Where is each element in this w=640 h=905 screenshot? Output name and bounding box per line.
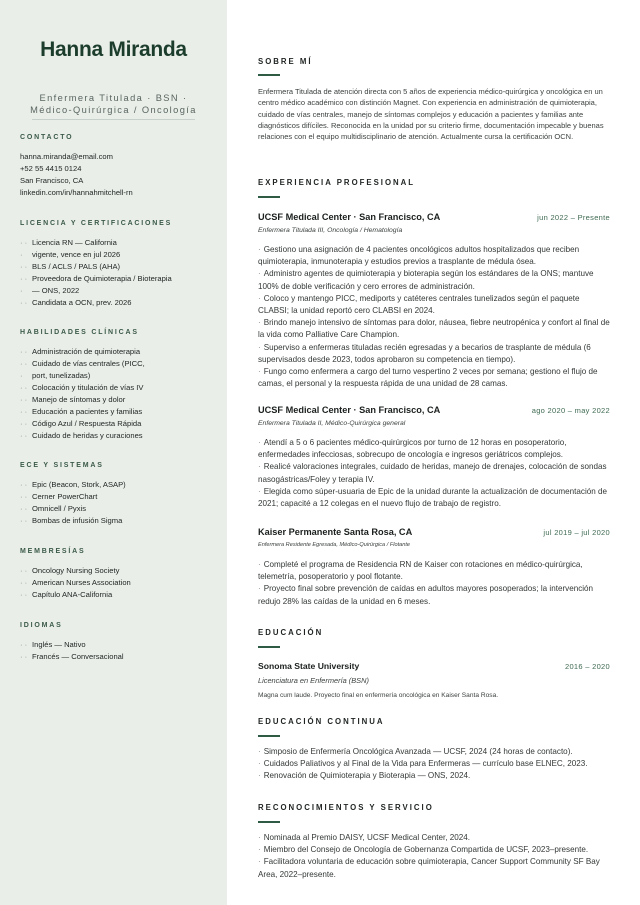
list-item-text: — ONS, 2022 xyxy=(32,286,80,295)
bullet-icon: · · xyxy=(20,238,28,247)
bullet-icon: · · xyxy=(20,274,28,283)
bullet-item xyxy=(258,486,610,510)
education-note: Magna cum laude. Proyecto final en enfermería oncológica en Kaiser Santa Rosa. xyxy=(258,692,499,699)
memberships-section xyxy=(20,548,215,601)
continuing-heading: EDUCACIÓN CONTINUA xyxy=(258,717,385,726)
bullet-icon: · xyxy=(258,367,261,377)
job-2-bullets xyxy=(258,437,610,510)
list-item-text: American Nurses Association xyxy=(32,578,131,587)
job-3-bullets xyxy=(258,559,610,608)
list-item xyxy=(20,382,215,394)
bullet-icon: · xyxy=(20,371,23,380)
list-item-text: Proveedora de Quimioterapia / Bioterapia xyxy=(32,274,172,283)
bullet-item xyxy=(258,317,610,341)
list-item-text: Administración de quimioterapia xyxy=(32,347,141,356)
bullet-item xyxy=(258,437,610,461)
bullet-text: Superviso a enfermeras tituladas recién egresadas y a becarios de trasplante de médula (6 supervisados desde 2023, todos aprobaron su competencia en tiempo). xyxy=(258,342,591,364)
list-item-text: Código Azul / Respuesta Rápida xyxy=(32,419,142,428)
bullet-item xyxy=(258,844,610,856)
bullet-text: Coloco y mantengo PICC, mediports y catéteres centrales tunelizados según el paquete CLABSI; la unidad reportó cero CLABSI en 2024. xyxy=(258,293,580,316)
bullet-item xyxy=(258,342,610,366)
bullet-item xyxy=(258,293,610,317)
bullet-text: Fungo como enfermera a cargo del turno vespertino 2 veces por semana; gestiono el flujo de camas, el personal y la respuesta rápida de una unidad de 28 camas. xyxy=(258,367,598,389)
bullet-text: Brindo manejo intensivo de síntomas para dolor, náusea, fiebre neutropénica y confort al final de la vida como Palliative Care Champion. xyxy=(258,318,610,340)
list-item-text: Educación a pacientes y familias xyxy=(32,407,143,416)
contact-email[interactable]: hanna.miranda@email.com xyxy=(20,152,113,161)
list-item xyxy=(20,261,215,273)
skills-heading: HABILIDADES CLÍNICAS xyxy=(20,329,139,336)
bullet-item xyxy=(258,583,610,607)
bullet-item xyxy=(258,746,610,758)
job-3-dates: jul 2019 – jul 2020 xyxy=(543,528,610,537)
bullet-icon: · xyxy=(258,269,261,279)
job-2-title: UCSF Medical Center · San Francisco, CA xyxy=(258,405,441,415)
tagline-line-1: Enfermera Titulada · BSN · xyxy=(39,93,188,103)
bullet-icon: · xyxy=(20,286,23,295)
sidebar xyxy=(0,0,227,905)
bullet-icon: · xyxy=(258,747,261,756)
bullet-text: Renovación de Quimioterapia y Bioterapia — ONS, 2024. xyxy=(263,771,471,781)
bullet-icon: · xyxy=(258,857,261,867)
list-item-text: Colocación y titulación de vías IV xyxy=(32,383,144,392)
job-1-role: Enfermera Titulada III, Oncología / Hematología xyxy=(258,227,403,234)
continuing-rule xyxy=(258,735,280,737)
bullet-text: Realicé valoraciones integrales, cuidado de heridas, manejo de drenajes, colocación de sondas nasogástricas/Foley y terapia IV. xyxy=(258,462,607,484)
awards-rule xyxy=(258,821,280,823)
list-item xyxy=(20,430,215,442)
bullet-item xyxy=(258,770,610,782)
bullet-text: Completé el programa de Residencia RN de Kaiser con rotaciones en médico-quirúrgica, telemetría, posoperatorio y pool flotante. xyxy=(258,560,583,582)
list-item xyxy=(20,491,215,503)
about-rule xyxy=(258,74,280,76)
list-item xyxy=(20,370,215,382)
list-item xyxy=(20,297,215,309)
tagline-line-2: Médico-Quirúrgica / Oncología xyxy=(30,105,197,115)
contact-phone[interactable]: +52 55 4415 0124 xyxy=(20,164,82,173)
languages-section xyxy=(20,622,215,663)
bullet-text: Miembro del Consejo de Oncología de Gobernanza Compartida de UCSF, 2023–presente. xyxy=(263,845,589,855)
list-item-text: Inglés — Nativo xyxy=(32,640,86,649)
job-2-role: Enfermera Titulada II, Médico-Quirúrgica general xyxy=(258,420,406,427)
bullet-icon: · · xyxy=(20,640,28,649)
ehr-heading: ECE Y SISTEMAS xyxy=(20,462,104,469)
bullet-icon: · xyxy=(258,560,261,569)
bullet-text: Atendí a 5 o 6 pacientes médico-quirúrgicos por turno de 12 horas en posoperatorio, enfermedades infecciosas, sobrecupo de oncología e ingresos geriátricos complejos. xyxy=(258,438,567,460)
bullet-text: Cuidados Paliativos y al Final de la Vida para Enfermeras — currículo base ELNEC, 2023. xyxy=(263,759,588,769)
bullet-text: Nominada al Premio DAISY, UCSF Medical Center, 2024. xyxy=(263,833,471,842)
bullet-icon: · · xyxy=(20,504,28,513)
bullet-item xyxy=(258,461,610,485)
memberships-heading: MEMBRESÍAS xyxy=(20,548,86,555)
bullet-icon: · xyxy=(258,833,261,842)
list-item xyxy=(20,273,215,285)
list-item-text: Epic (Beacon, Stork, ASAP) xyxy=(32,480,126,489)
job-3-role: Enfermera Residente Egresada, Médico-Quirúrgica / Flotante xyxy=(258,542,411,548)
skills-section xyxy=(20,329,215,442)
list-item-text: Candidata a OCN, prev. 2026 xyxy=(32,298,132,307)
licenses-list xyxy=(20,237,215,309)
contact-location: San Francisco, CA xyxy=(20,176,84,185)
list-item xyxy=(20,589,215,601)
job-1-bullets xyxy=(258,244,610,390)
list-item xyxy=(20,479,215,491)
list-item xyxy=(20,237,215,249)
list-item xyxy=(20,577,215,589)
list-item xyxy=(20,503,215,515)
list-item-text: Manejo de síntomas y dolor xyxy=(32,395,126,404)
bullet-item xyxy=(258,366,610,390)
bullet-item xyxy=(258,559,610,583)
list-item xyxy=(20,651,215,663)
bullet-text: Gestiono una asignación de 4 pacientes oncológicos adultos hospitalizados que reciben quimioterapia, inmunoterapia y estudios previos a trasplante de médula ósea. xyxy=(258,245,580,267)
bullet-icon: · · xyxy=(20,566,28,575)
tagline xyxy=(0,92,227,116)
continuing-bullets xyxy=(258,746,610,783)
bullet-icon: · · xyxy=(20,578,28,587)
about-text: Enfermera Titulada de atención directa con 5 años de experiencia médico-quirúrgica y oncológica en un centro médico académico con distinción Magnet. Con experiencia en administración de quimioterapia, cuidado de vías centrales, manejo de síntomas complejos y educación a pacientes y familias ante diagnósticos difíciles. Reconocida en la unidad por su criterio firme, documentación impecable y buenas relaciones con el equipo multidisciplinario de atención. Actualmente cursa la certificación OCN. xyxy=(258,87,604,142)
bullet-icon: · xyxy=(258,318,261,328)
list-item xyxy=(20,394,215,406)
list-item-text: vigente, vence en jul 2026 xyxy=(32,250,121,259)
experience-heading: EXPERIENCIA PROFESIONAL xyxy=(258,178,416,187)
list-item-text: Oncology Nursing Society xyxy=(32,566,120,575)
bullet-text: Administro agentes de quimioterapia y bioterapia según los estándares de la ONS; mantuve 100% de doble verificación y cero errores de administración. xyxy=(258,269,594,291)
list-item-text: BLS / ACLS / PALS (AHA) xyxy=(32,262,121,271)
contact-section xyxy=(20,134,215,199)
bullet-icon: · xyxy=(258,245,261,254)
list-item xyxy=(20,285,215,297)
awards-heading: RECONOCIMIENTOS Y SERVICIO xyxy=(258,803,434,812)
list-item xyxy=(20,406,215,418)
languages-heading: IDIOMAS xyxy=(20,622,63,629)
experience-rule xyxy=(258,196,280,198)
bullet-item xyxy=(258,832,610,844)
list-item-text: port, tunelizadas) xyxy=(32,371,91,380)
ehr-list xyxy=(20,479,215,527)
memberships-list xyxy=(20,565,215,601)
bullet-text: Simposio de Enfermería Oncológica Avanzada — UCSF, 2024 (24 horas de contacto). xyxy=(263,747,573,756)
awards-bullets xyxy=(258,832,610,881)
bullet-icon: · xyxy=(258,293,261,303)
bullet-icon: · xyxy=(258,584,261,594)
list-item xyxy=(20,358,215,370)
licenses-heading: LICENCIA Y CERTIFICACIONES xyxy=(20,220,173,227)
licenses-section xyxy=(20,220,215,309)
skills-list xyxy=(20,346,215,442)
bullet-icon: · xyxy=(20,250,23,259)
bullet-text: Facilitadora voluntaria de educación sobre quimioterapia, Cancer Support Community SF Bay Area, 2022–presente. xyxy=(258,857,600,879)
bullet-item xyxy=(258,244,610,268)
education-heading: EDUCACIÓN xyxy=(258,628,324,637)
contact-linkedin[interactable]: linkedin.com/in/hannahmitchell-rn xyxy=(20,188,133,197)
ehr-section xyxy=(20,462,215,527)
bullet-icon: · · xyxy=(20,407,28,416)
list-item xyxy=(20,639,215,651)
about-heading: SOBRE MÍ xyxy=(258,57,313,66)
list-item xyxy=(20,418,215,430)
job-2-dates: ago 2020 – may 2022 xyxy=(531,406,610,415)
bullet-text: Proyecto final sobre prevención de caídas en adultos mayores posoperados; la intervención redujo 28% las caídas de la unidad en 6 meses. xyxy=(258,584,594,606)
bullet-icon: · · xyxy=(20,395,28,404)
bullet-icon: · · xyxy=(20,347,28,356)
bullet-icon: · · xyxy=(20,480,28,489)
education-school: Sonoma State University xyxy=(258,661,360,671)
list-item-text: Cuidado de heridas y curaciones xyxy=(32,431,143,440)
list-item xyxy=(20,515,215,527)
job-3-title: Kaiser Permanente Santa Rosa, CA xyxy=(258,527,413,537)
bullet-item xyxy=(258,758,610,770)
list-item-text: Licencia RN — California xyxy=(32,238,117,247)
bullet-icon: · · xyxy=(20,419,28,428)
list-item xyxy=(20,565,215,577)
bullet-icon: · · xyxy=(20,492,28,501)
list-item-text: Omnicell / Pyxis xyxy=(32,504,87,513)
job-1-dates: jun 2022 – Presente xyxy=(537,213,610,222)
list-item xyxy=(20,249,215,261)
tagline-divider xyxy=(32,119,195,120)
bullet-icon: · xyxy=(258,462,261,472)
bullet-icon: · xyxy=(258,845,261,855)
bullet-icon: · xyxy=(258,486,261,496)
bullet-icon: · xyxy=(258,438,261,447)
bullet-icon: · · xyxy=(20,431,28,440)
bullet-icon: · xyxy=(258,771,261,781)
education-rule xyxy=(258,646,280,648)
job-1-title: UCSF Medical Center · San Francisco, CA xyxy=(258,212,441,222)
education-dates: 2016 – 2020 xyxy=(564,662,610,671)
list-item-text: Cerner PowerChart xyxy=(32,492,98,501)
bullet-text: Elegida como súper-usuaria de Epic de la unidad durante la actualización de documentación de 2021; capacité a 12 colegas en el nuevo flujo de trabajo de registro. xyxy=(258,486,608,509)
languages-list xyxy=(20,639,215,663)
list-item-text: Cuidado de vías centrales (PICC, xyxy=(32,359,145,368)
education-degree: Licenciatura en Enfermería (BSN) xyxy=(258,676,369,685)
list-item-text: Capítulo ANA-California xyxy=(32,590,113,599)
bullet-icon: · · xyxy=(20,298,28,307)
bullet-item xyxy=(258,856,610,880)
contact-heading: CONTACTO xyxy=(20,134,74,141)
bullet-icon: · · xyxy=(20,383,28,392)
bullet-icon: · xyxy=(258,342,261,352)
bullet-icon: · · xyxy=(20,262,28,271)
bullet-icon: · · xyxy=(20,590,28,599)
candidate-name: Hanna Miranda xyxy=(40,38,187,61)
bullet-icon: · · xyxy=(20,516,28,525)
list-item xyxy=(20,346,215,358)
bullet-item xyxy=(258,268,610,292)
list-item-text: Bombas de infusión Sigma xyxy=(32,516,123,525)
bullet-icon: · xyxy=(258,759,261,769)
bullet-icon: · · xyxy=(20,359,28,368)
bullet-icon: · · xyxy=(20,652,28,661)
list-item-text: Francés — Conversacional xyxy=(32,652,124,661)
